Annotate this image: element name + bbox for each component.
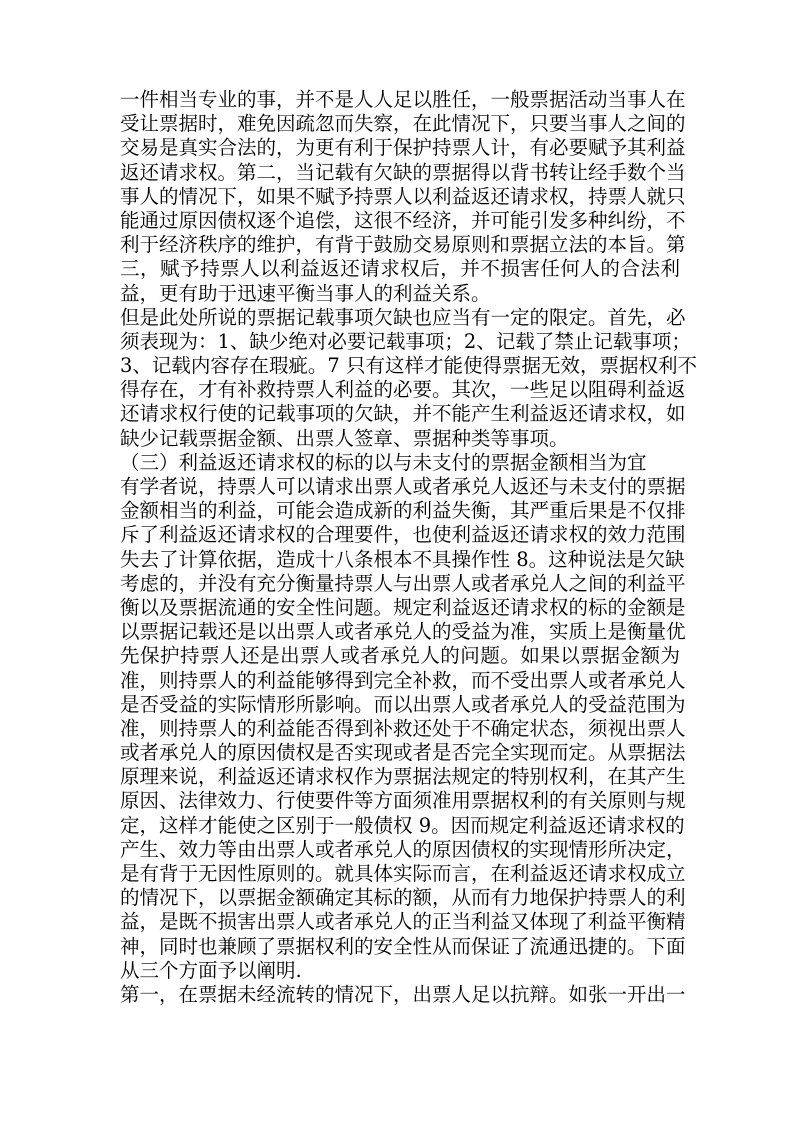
text-line: 先保护持票人还是出票人或者承兑人的问题。如果以票据金额为 — [120, 644, 680, 668]
text-line: 三，赋予持票人以利益返还请求权后，并不损害任何人的合法利 — [120, 257, 680, 281]
text-line: 缺少记载票据金额、出票人签章、票据种类等事项。 — [120, 426, 569, 450]
text-line: 斥了利益返还请求权的合理要件，也使利益返还请求权的效力范围 — [120, 523, 686, 547]
text-line: 事人的情况下，如果不赋予持票人以利益返还请求权，持票人就只 — [120, 184, 686, 208]
text-line: 衡以及票据流通的安全性问题。规定利益返还请求权的标的金额是 — [120, 595, 686, 619]
text-line: 失去了计算依据，造成十八条根本不具操作性 8。这种说法是欠缺 — [120, 547, 685, 571]
text-line: 原因、法律效力、行使要件等方面须准用票据权利的有关原则与规 — [120, 789, 686, 813]
text-line: 一件相当专业的事，并不是人人足以胜任，一般票据活动当事人在 — [120, 88, 686, 111]
text-line: 能通过原因债权逐个追偿，这很不经济，并可能引发多种纠纷，不 — [120, 208, 686, 232]
text-line: 是否受益的实际情形所影响。而以出票人或者承兑人的受益范围为 — [120, 692, 686, 716]
text-line: 是有背于无因性原则的。就具体实际而言，在利益返还请求权成立 — [120, 862, 686, 885]
text-line: 或者承兑人的原因债权是否实现或者是否完全实现而定。从票据法 — [120, 741, 686, 765]
text-line: 益，是既不损害出票人或者承兑人的正当利益又体现了利益平衡精 — [120, 910, 686, 934]
text-line: 神，同时也兼顾了票据权利的安全性从而保证了流通迅捷的。下面 — [120, 934, 686, 958]
text-line: 得存在，才有补救持票人利益的必要。其次，一些足以阻碍利益返 — [120, 378, 686, 402]
text-line: 益，更有助于迅速平衡当事人的利益关系。 — [120, 281, 491, 305]
text-line: 3、记载内容存在瑕疵。7 只有这样才能使得票据无效，票据权利不 — [120, 354, 698, 378]
text-line: 须表现为：1、缺少绝对必要记载事项；2、记载了禁止记载事项； — [120, 329, 691, 353]
text-line: 准，则持票人的利益能够得到完全补救，而不受出票人或者承兑人 — [120, 668, 686, 692]
text-line: 有学者说，持票人可以请求出票人或者承兑人返还与未支付的票据 — [120, 475, 686, 498]
text-line: 受让票据时，难免因疏忽而失察，在此情况下，只要当事人之间的 — [120, 112, 686, 136]
text-line: 第一，在票据未经流转的情况下，出票人足以抗辩。如张一开出一 — [120, 982, 686, 1006]
text-line: 返还请求权。第二，当记载有欠缺的票据得以背书转让经手数个当 — [120, 160, 686, 184]
text-line: 还请求权行使的记载事项的欠缺，并不能产生利益返还请求权，如 — [120, 402, 686, 426]
section-heading: （三）利益返还请求权的标的以与未支付的票据金额相当为宜 — [120, 450, 647, 474]
text-line: 准，则持票人的利益能否得到补救还处于不确定状态，须视出票人 — [120, 716, 686, 740]
text-line: 以票据记载还是以出票人或者承兑人的受益为准，实质上是衡量优 — [120, 620, 686, 644]
text-line: 产生、效力等由出票人或者承兑人的原因债权的实现情形所决定， — [120, 837, 686, 861]
text-line: 金额相当的利益，可能会造成新的利益失衡，其严重后果是不仅排 — [120, 499, 686, 523]
text-line: 但是此处所说的票据记载事项欠缺也应当有一定的限定。首先，必 — [120, 305, 686, 329]
body-text — [120, 88, 698, 1007]
text-line: 从三个方面予以阐明. — [120, 958, 302, 982]
text-line: 利于经济秩序的维护，有背于鼓励交易原则和票据立法的本旨。第 — [120, 233, 686, 257]
text-line: 交易是真实合法的，为更有利于保护持票人计，有必要赋予其利益 — [120, 136, 686, 160]
text-line: 的情况下，以票据金额确定其标的额，从而有力地保护持票人的利 — [120, 886, 686, 910]
text-line: 原理来说，利益返还请求权作为票据法规定的特别权利，在其产生 — [120, 765, 686, 789]
text-line: 考虑的，并没有充分衡量持票人与出票人或者承兑人之间的利益平 — [120, 571, 686, 595]
text-line: 定，这样才能使之区别于一般债权 9。因而规定利益返还请求权的 — [120, 813, 685, 837]
